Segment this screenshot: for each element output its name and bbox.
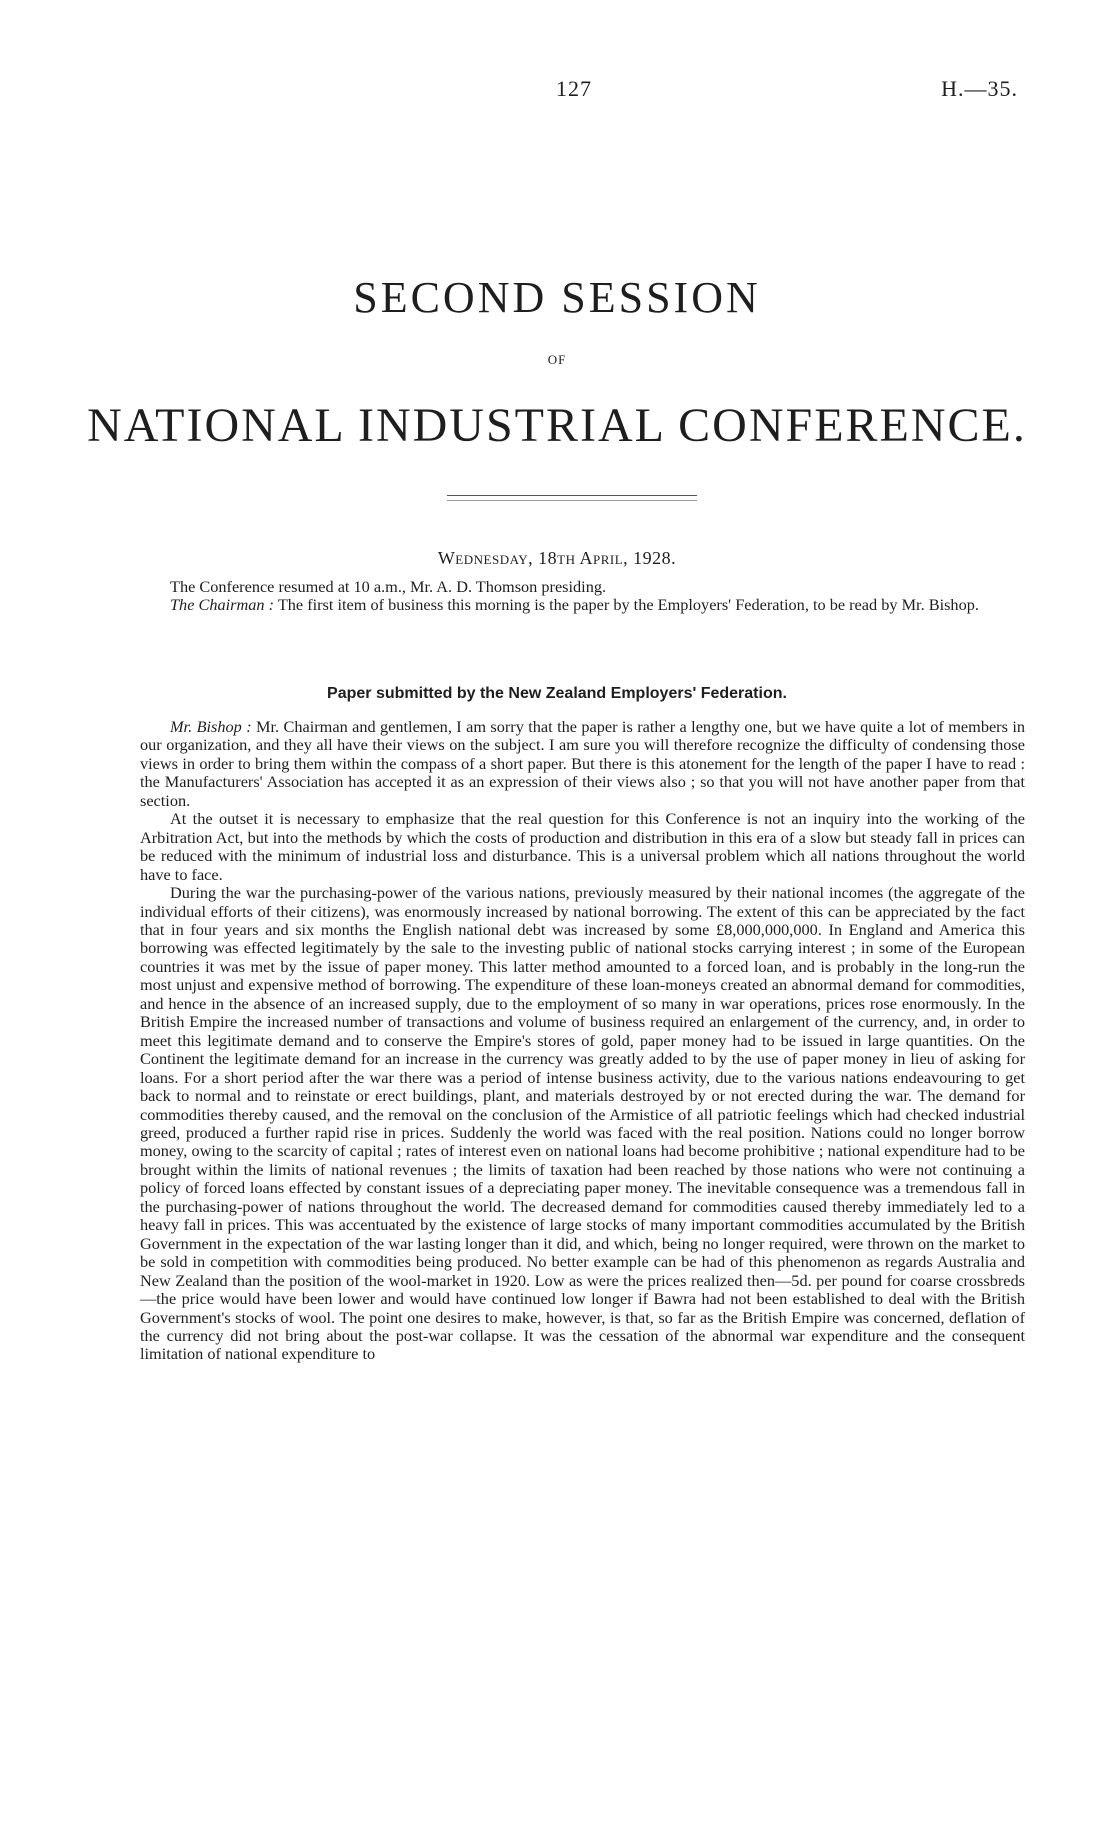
title-of: OF: [547, 352, 567, 367]
paragraph-3: During the war the purchasing-power of the various nations, previously measured by their national incomes (the aggregate of the individual efforts of their citizens), was enormously increased by national borrowing. The extent of this can be appreciated by the fact that in four years and six months the English national debt was increased by some £8,000,000,000. In England and America this borrowing was effected legitimately by the sale to the investing public of national stocks carrying interest ; in some of the European countries it was met by the issue of paper money. This latter method amounted to a forced loan, and is probably in the long-run the most unjust and expensive method of borrowing. The expenditure of these loan-moneys created an abnormal demand for commodities, and hence in the absence of an increased supply, due to the employment of so many in war operations, prices rose enormously. In the British Empire the increased number of transactions and volume of business required an enlargement of the currency, and, in order to meet this legitimate demand and to conserve the Empire's stores of gold, paper money had to be issued in large quantities. On the Continent the legitimate demand for an increase in the currency was greatly added to by the use of paper money in lieu of asking for loans. For a short period after the war there was a period of intense business activity, due to the various nations endeavouring to get back to normal and to reinstate or erect buildings, plant, and materials destroyed by or not erected during the war. The demand for commodities thereby caused, and the removal on the conclusion of the Armistice of all patriotic feelings which had checked industrial greed, produced a further rapid rise in prices. Suddenly the world was faced with the real position. Nations could no longer borrow money, owing to the scarcity of capital ; rates of interest even on national loans had become prohibitive ; national expenditure had to be brought within the limits of national revenues ; the limits of taxation had been reached by those nations who were not continuing a policy of forced loans effected by constant issues of a depreciating paper money. The inevitable consequence was a tremendous fall in the purchasing-power of nations throughout the world. The decreased demand for commodities caused thereby immediately led to a heavy fall in prices. This was accentuated by the existence of large stocks of many important commodities accumulated by the British Government in the expectation of the war lasting longer than it did, and which, being no longer required, were thrown on the market to be sold in competition with commodities being produced. No better example can be had of this phenomenon as regards Australia and New Zealand than the position of the wool-market in 1920. Low as were the prices realized then—5d. per pound for coarse crossbreds—the price would have been lower and would have continued low longer if Bawra had not been established to deal with the British Government's stocks of wool. The point one desires to make, however, is that, so far as the British Empire was concerned, deflation of the currency did not bring about the post-war collapse. It was the cessation of the abnormal war expenditure and the consequent limitation of national expenditure to: [140, 883, 1025, 1364]
chairman-remark-text: The first item of business this morning is the paper by the Employers' Federation, to be read by Mr. Bishop.: [277, 595, 979, 615]
title-sub: NATIONAL INDUSTRIAL CONFERENCE.: [87, 399, 1027, 452]
section-heading: Paper submitted by the New Zealand Employers' Federation.: [327, 685, 787, 702]
session-date: Wednesday, 18th April, 1928.: [437, 548, 677, 568]
document-reference: H.—35.: [941, 76, 1018, 101]
chairman-speaker: The Chairman :: [170, 595, 275, 615]
decorative-rule-lower: [447, 500, 697, 501]
paragraph-1: [140, 718, 1025, 810]
title-main: SECOND SESSION: [353, 273, 761, 322]
chairman-remark: [140, 596, 1025, 614]
paragraph-1-text: Mr. Chairman and gentlemen, I am sorry that the paper is rather a lengthy one, but we have quite a lot of members in our organization, and they all have their views on the subject. I am sure you will therefore recognize the difficulty of condensing those views in order to bring them within the compass of a short paper. But there is this atonement for the length of the paper I have to read : the Manufacturers' Association has accepted it as an expression of their views also ; so that you will not have another paper from that section.: [140, 717, 1026, 810]
page-number: 127: [556, 76, 592, 101]
bishop-speaker: Mr. Bishop :: [170, 717, 252, 736]
decorative-rule: [447, 495, 697, 496]
paragraph-2: At the outset it is necessary to emphasize that the real question for this Conference is not an inquiry into the working of the Arbitration Act, but into the methods by which the costs of production and distribution in this era of a slow but steady fall in prices can be reduced with the minimum of industrial loss and disturbance. This is a universal problem which all nations throughout the world have to face.: [140, 809, 1025, 884]
intro-block: [140, 578, 1025, 615]
conference-resumed-line: The Conference resumed at 10 a.m., Mr. A. D. Thomson presiding.: [170, 577, 607, 596]
paper-body: [140, 718, 1025, 1364]
